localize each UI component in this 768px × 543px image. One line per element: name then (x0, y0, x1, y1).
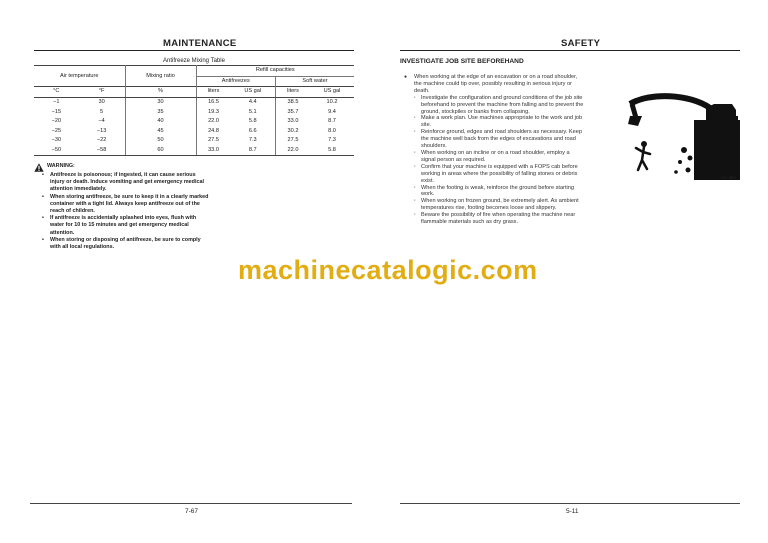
mixing-ratio-header: Mixing ratio (125, 66, 196, 87)
table-cell: 8.7 (328, 118, 336, 125)
section-title: SAFETY (561, 38, 601, 49)
warning-title: WARNING: (47, 163, 75, 169)
table-cell: 30 (125, 97, 196, 107)
table-row (34, 146, 354, 156)
table-row (34, 97, 354, 107)
table-cell: −30 (51, 137, 62, 144)
table-cell: −22 (79, 136, 125, 146)
table-cell: 22.0 (276, 146, 310, 156)
section-divider (34, 50, 354, 51)
table-header-row (34, 66, 354, 77)
list-item: · When working on an incline or on a road shoulder, employ a signal person as required. (414, 150, 584, 164)
table-units-row (34, 87, 354, 98)
warning-triangle-icon (34, 163, 44, 172)
table-cell: 45 (125, 127, 196, 137)
table-cell: 19.3 (208, 108, 219, 115)
list-item: · Investigate the configuration and ground conditions of the job site beforehand to prevent the machine from falling and to prevent the ground, stockpiles or banks from collapsing. (414, 95, 584, 116)
excavator-edge-illustration (610, 90, 740, 180)
warning-item: • If antifreeze is accidentally splashed into eyes, flush with water for 10 to 15 minutes and get emergency medical attention. (42, 215, 210, 237)
warning-list (42, 172, 210, 251)
unit-cell: US gal (231, 87, 276, 98)
table-cell: −58 (79, 146, 125, 156)
table-cell: 30 (79, 97, 125, 107)
table-cell: 7.3 (328, 137, 336, 144)
table-cell: −13 (79, 127, 125, 137)
soft-water-header: Soft water (302, 77, 328, 84)
table-row (34, 107, 354, 117)
table-cell: 40 (125, 117, 196, 127)
table-cell: 33.0 (287, 118, 299, 125)
unit-cell: liters (276, 87, 310, 98)
warning-item: • When storing or disposing of antifreeze, be sure to comply with all local regulations. (42, 237, 210, 251)
section-title: MAINTENANCE (163, 38, 237, 49)
table-cell: 7.3 (231, 136, 276, 146)
page-number: 7-67 (185, 508, 199, 515)
table-cell: 33.0 (196, 146, 230, 156)
table-cell: 8.0 (328, 127, 336, 134)
illustration-code: SA-380 (721, 175, 737, 180)
list-item: · Beware the possibility of fire when operating the machine near flammable materials such as dry grass. (414, 212, 584, 226)
table-cell: 35.7 (287, 108, 299, 115)
warning-item: • Antifreeze is poisonous; if ingested, it can cause serious injury or death. Induce vomiting and get emergency medical attention immediately. (42, 172, 210, 194)
antifreeze-mixing-table (34, 65, 354, 156)
list-item: · Reinforce ground, edges and road shoulders as necessary. Keep the machine well back from the edges of excavations and road shoulders. (414, 129, 584, 150)
refill-capacities-header: Refill capacities (196, 66, 354, 77)
table-row (34, 136, 354, 146)
air-temperature-header: Air temperature (34, 66, 125, 87)
table-cell: 5.8 (310, 146, 354, 156)
unit-cell: °C (34, 87, 79, 98)
list-item: · Confirm that your machine is equipped with a FOPS cab before working in areas where the possibility of falling stones or debris exist. (414, 164, 584, 185)
table-cell: 60 (125, 146, 196, 156)
section-divider (400, 50, 740, 51)
table-cell: 50 (125, 136, 196, 146)
table-cell: 27.5 (287, 137, 299, 144)
table-row (34, 117, 354, 127)
watermark: machinecatalogic.com (238, 255, 538, 285)
table-cell: 5.8 (231, 117, 276, 127)
table-cell: 27.5 (208, 137, 219, 144)
table-cell: 6.6 (231, 127, 276, 137)
table-cell: −50 (34, 146, 79, 156)
table-cell: 24.8 (208, 127, 219, 134)
table-caption: Antifreeze Mixing Table (163, 58, 225, 64)
list-item: · When working on frozen ground, be extremely alert. As ambient temperatures rise, footing becomes loose and slippery. (414, 198, 584, 212)
table-cell: −1 (53, 99, 60, 106)
table-cell: 4.4 (231, 97, 276, 107)
table-cell: 16.5 (208, 99, 219, 106)
unit-cell: liters (196, 87, 230, 98)
table-cell: 30.2 (287, 127, 299, 134)
list-item: · Make a work plan. Use machines appropriate to the work and job site. (414, 115, 584, 129)
footer-rule (30, 503, 352, 504)
warning-item: • When storing antifreeze, be sure to keep it in a clearly marked container with a tight lid. Always keep antifreeze out of the reach of children. (42, 194, 210, 216)
lead-paragraph: ● When working at the edge of an excavation or on a road shoulder, the machine could tip over, possibly resulting in serious injury or death. (404, 74, 584, 95)
unit-cell: °F (79, 87, 125, 98)
table-cell: 8.7 (231, 146, 276, 156)
table-cell: −15 (51, 108, 62, 115)
unit-cell: % (125, 87, 196, 98)
table-row (34, 127, 354, 137)
page-number: 5-11 (566, 508, 579, 515)
table-cell: −20 (51, 118, 62, 125)
table-cell: 5.1 (231, 107, 276, 117)
table-cell: 10.2 (326, 99, 338, 106)
table-cell: −4 (79, 117, 125, 127)
list-item: · When the footing is weak, reinforce the ground before starting work. (414, 185, 584, 199)
unit-cell: US gal (310, 87, 354, 98)
subsection-title: INVESTIGATE JOB SITE BEFOREHAND (400, 58, 524, 65)
table-cell: −25 (51, 127, 62, 134)
footer-rule (400, 503, 740, 504)
safety-body (404, 74, 584, 226)
table-cell: 5 (79, 107, 125, 117)
table-cell: 9.4 (328, 108, 336, 115)
table-cell: 38.5 (287, 99, 299, 106)
table-cell: 22.0 (208, 118, 219, 125)
table-cell: 35 (125, 107, 196, 117)
safety-list (404, 95, 584, 226)
antifreezes-header: Antifreezes (196, 76, 275, 87)
